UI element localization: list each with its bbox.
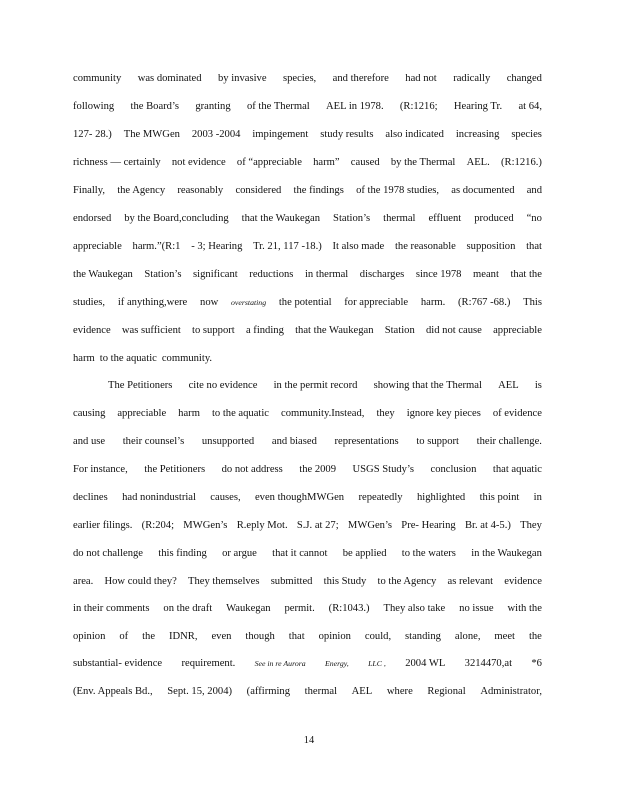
text-segment: Tr. 21, 117 -18.) [253,241,322,252]
text-segment: that it cannot [272,548,328,559]
text-segment: to the aquatic [211,408,270,419]
text-segment: species, [282,73,317,84]
text-segment: a finding [245,325,284,336]
text-segment: of evidence [492,408,542,419]
text-segment: effluent [428,213,462,224]
text-segment: “no [526,213,542,224]
text-segment: not evidence [171,157,226,168]
text-segment: significant [193,269,238,280]
text-segment: to support [416,436,459,447]
text-segment: the Board’s [130,101,180,112]
text-segment: AEL [351,686,373,697]
text-segment: Station [384,325,415,336]
text-segment: substantial- evidence [73,658,163,669]
text-segment: for appreciable [344,297,409,308]
text-segment: 2004 WL [405,658,446,669]
text-segment: ignore key pieces [406,408,481,419]
text-segment: of “appreciable [236,157,302,168]
text-segment: They [520,520,542,531]
text-segment: impingement [252,129,309,140]
text-line [73,212,542,226]
text-segment: do not challenge [73,548,144,559]
text-segment: declines [73,492,108,503]
text-line [73,268,542,282]
text-segment: no issue [459,603,494,614]
text-segment: submitted [270,576,313,587]
text-segment: Station’s [144,269,182,280]
text-line [73,463,542,477]
text-segment: MWGen’s [347,520,393,531]
text-segment: at 64, [518,101,542,112]
text-segment: harm.”(R:1 [132,241,181,252]
text-segment: if anything,were [117,297,188,308]
text-segment: permit. [284,603,315,614]
text-segment: unsupported [201,436,255,447]
text-segment: causing [73,408,106,419]
text-segment: earlier filings. [73,520,133,531]
text-segment: on the draft [163,603,213,614]
text-segment: was sufficient [121,325,181,336]
text-segment: in their comments [73,603,150,614]
text-segment: opinion [318,631,351,642]
text-line [73,240,542,254]
text-segment: had not [405,73,437,84]
text-segment: the Petitioners [144,464,206,475]
text-segment: Sept. 15, 2004) [167,686,233,697]
text-segment: Station’s [333,213,371,224]
text-segment: by invasive [217,73,267,84]
text-segment: harm [73,353,95,364]
text-segment: was dominated [137,73,202,84]
text-line [73,128,542,142]
text-segment: meet [494,631,515,642]
text-segment: the findings [293,185,344,196]
text-segment: discharges [359,269,405,280]
text-segment: or argue [222,548,257,559]
text-segment: that the [510,269,542,280]
text-segment: that the Waukegan [295,325,374,336]
text-segment: Pre- Hearing [401,520,456,531]
text-segment: the [142,631,156,642]
text-segment: alone, [454,631,481,642]
page-number: 14 [303,735,315,746]
citation-signal: See in re Aurora [254,659,306,668]
text-segment: Regional [427,686,466,697]
text-segment: that [526,241,542,252]
text-segment: requirement. [181,658,236,669]
text-segment: species [511,129,542,140]
text-segment: 2003 -2004 [191,129,241,140]
text-segment: produced [474,213,514,224]
text-segment: in [533,492,542,503]
text-line [73,491,542,505]
text-segment: to support [192,325,235,336]
text-line [73,296,542,310]
citation-signal: LLC , [368,659,386,668]
text-segment: evidence [504,576,542,587]
text-segment: that [288,631,305,642]
text-segment: in thermal [304,269,349,280]
text-segment: even thoughMWGen [254,492,345,503]
text-segment: with the [507,603,542,614]
text-segment: changed [506,73,542,84]
text-line [108,379,542,393]
text-segment: (affirming [246,686,291,697]
text-line [73,324,542,338]
text-segment: (Env. Appeals Bd., [73,686,153,697]
text-segment: the 2009 [299,464,337,475]
text-segment: harm [178,408,200,419]
text-segment: this point [479,492,520,503]
text-segment: and biased [271,436,317,447]
text-segment: in the permit record [273,380,358,391]
text-segment: For instance, [73,464,128,475]
text-segment: *6 [531,658,542,669]
text-segment: since 1978 [415,269,462,280]
text-line [73,630,542,644]
text-segment: showing that the Thermal [373,380,482,391]
text-segment: where [386,686,413,697]
text-line [73,575,542,589]
text-segment: appreciable [117,408,167,419]
text-segment: harm” [313,157,340,168]
text-segment: causes, [210,492,241,503]
text-line [73,602,542,616]
text-segment: to the Agency [377,576,437,587]
text-segment: AEL [498,380,519,391]
text-line [73,685,542,699]
emphasized-text: overstating [231,298,267,307]
text-segment: of the Thermal [246,101,310,112]
text-segment: community [73,73,122,84]
text-segment: supposition [466,241,516,252]
text-segment: this finding [158,548,207,559]
text-segment: that aquatic [492,464,542,475]
text-segment: Finally, [73,185,105,196]
text-segment: meant [473,269,499,280]
text-segment: now [200,297,219,308]
text-segment: (R:767 -68.) [458,297,511,308]
text-segment: also indicated [385,129,444,140]
text-segment: to the aquatic [99,353,157,364]
text-segment: - 3; Hearing [191,241,243,252]
text-segment: even [211,631,232,642]
text-segment: (R:1216; [399,101,438,112]
text-segment: repeatedly [358,492,403,503]
text-segment: cite no evidence [188,380,258,391]
text-segment: and [526,185,542,196]
text-segment: It also made [332,241,385,252]
text-segment: the potential [278,297,332,308]
text-segment: R.eply Mot. [236,520,288,531]
text-segment: by the Thermal [390,157,456,168]
text-segment: this Study [323,576,367,587]
text-segment: that the Waukegan [241,213,321,224]
text-segment: by the Board,concluding [124,213,229,224]
text-segment: the Waukegan [73,269,133,280]
text-segment: area. [73,576,94,587]
text-segment: is [534,380,542,391]
text-segment: representations [334,436,399,447]
text-line [73,407,542,421]
text-segment: the [528,631,542,642]
text-segment: the reasonable [394,241,456,252]
text-segment: of [119,631,129,642]
text-segment: Hearing Tr. [453,101,503,112]
text-segment: the Agency [117,185,166,196]
text-segment: (R:1043.) [328,603,370,614]
text-segment: and use [73,436,106,447]
citation-signal: Energy, [325,659,349,668]
text-segment: increasing [455,129,500,140]
text-segment: endorsed [73,213,112,224]
text-segment: evidence [73,325,111,336]
text-segment: standing [405,631,441,642]
text-segment: studies, [73,297,106,308]
text-segment: The Petitioners [108,380,173,391]
text-segment: do not address [221,464,283,475]
text-line [73,547,542,561]
text-segment: USGS Study’s [352,464,415,475]
text-segment: 3214470,at [464,658,513,669]
text-line [73,156,542,170]
text-segment: 127- 28.) [73,129,112,140]
text-segment: IDNR, [168,631,198,642]
text-segment: their counsel’s [122,436,185,447]
text-segment: MWGen’s [183,520,228,531]
text-segment: radically [453,73,491,84]
text-segment: and therefore [332,73,389,84]
text-segment: community. [161,353,213,364]
text-segment: be applied [342,548,387,559]
text-line [73,184,542,198]
text-segment: had nonindustrial [122,492,196,503]
text-segment: to the waters [401,548,456,559]
text-segment: Administrator, [480,686,542,697]
text-segment: conclusion [430,464,477,475]
text-segment: The MWGen [123,129,180,140]
text-line [73,435,542,449]
text-segment: as relevant [447,576,494,587]
text-line [73,100,542,114]
text-segment: Waukegan [226,603,271,614]
text-segment: thermal [383,213,416,224]
text-segment: richness — certainly [73,157,161,168]
text-line [73,519,542,533]
text-segment: appreciable [493,325,542,336]
text-segment: They themselves [188,576,260,587]
text-segment: reductions [249,269,294,280]
text-segment: opinion [73,631,106,642]
text-line [73,72,542,86]
text-segment: This [523,297,542,308]
text-segment: did not cause [425,325,482,336]
text-segment: as documented [451,185,515,196]
text-line [73,657,542,671]
text-line [73,352,542,366]
text-segment: thermal [304,686,338,697]
text-segment: (R:204; [141,520,175,531]
text-segment: highlighted [416,492,466,503]
text-segment: Br. at 4-5.) [464,520,511,531]
text-segment: they [376,408,395,419]
text-segment: AEL in 1978. [326,101,384,112]
text-segment: (R:1216.) [501,157,542,168]
text-segment: their challenge. [476,436,542,447]
text-segment: following [73,101,115,112]
text-segment: considered [235,185,282,196]
text-segment: They also take [383,603,446,614]
text-segment: could, [364,631,392,642]
text-segment: in the Waukegan [471,548,542,559]
text-segment: granting [195,101,231,112]
text-segment: harm. [420,297,446,308]
text-segment: How could they? [104,576,177,587]
text-segment: reasonably [177,185,224,196]
text-segment: study results [320,129,374,140]
text-segment: of the 1978 studies, [356,185,440,196]
text-segment: community.Instead, [281,408,365,419]
text-segment: appreciable [73,241,122,252]
text-segment: though [245,631,275,642]
text-segment: caused [350,157,380,168]
text-segment: S.J. at 27; [296,520,339,531]
text-segment: AEL. [466,157,490,168]
